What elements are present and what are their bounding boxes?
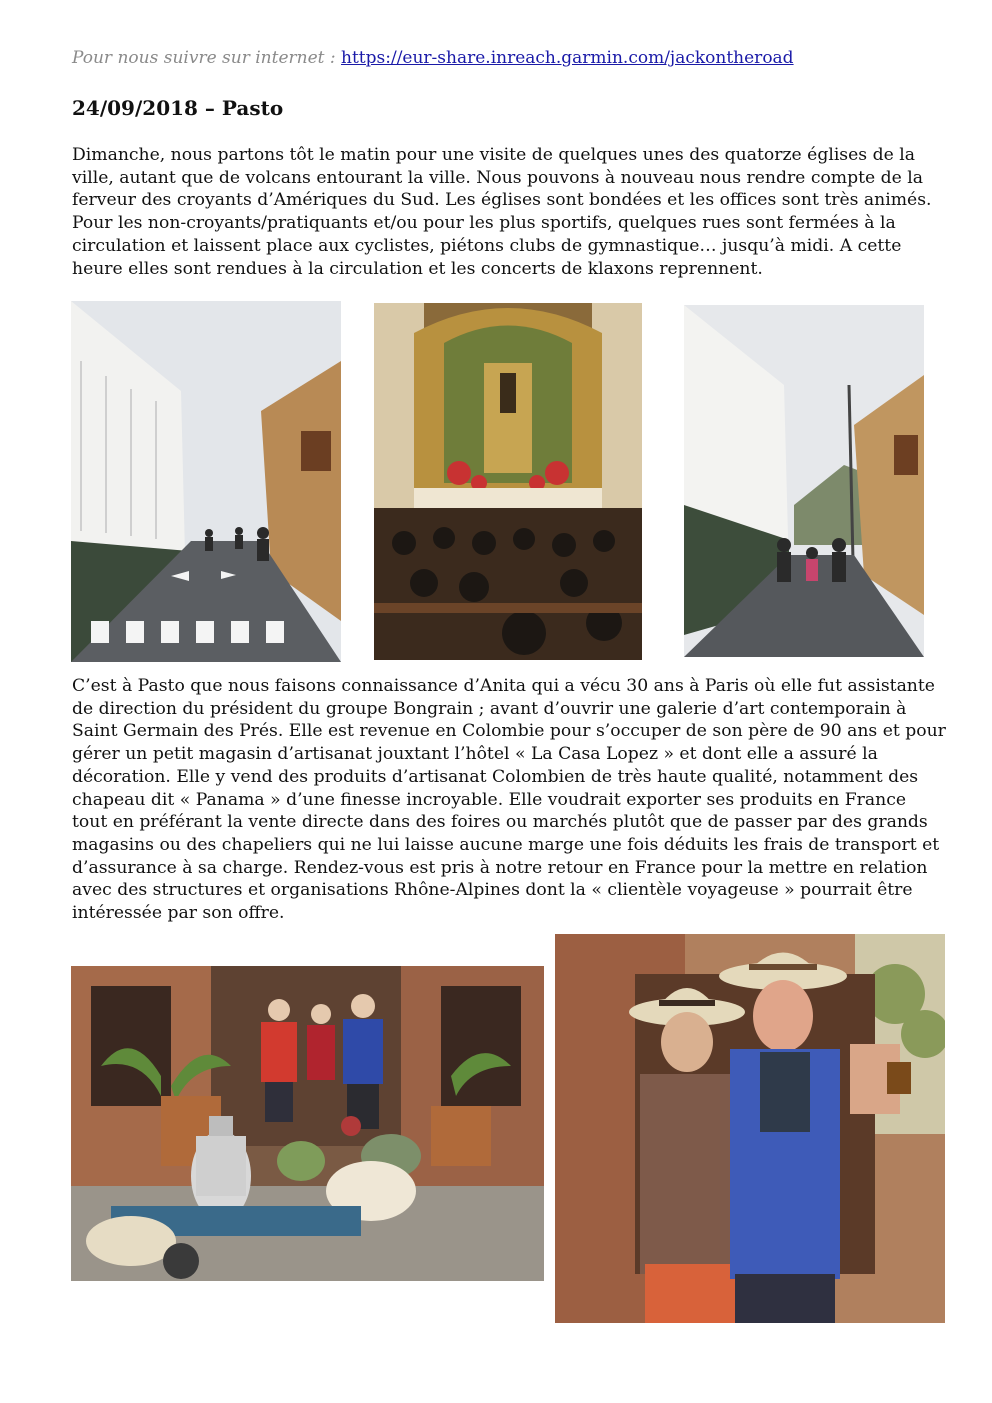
follow-header: [72, 48, 794, 68]
text-line: magasins ou des chapeliers qui ne lui laisse aucune marge une fois déduits les frais de transport et: [72, 834, 940, 855]
text-line: ville, autant que de volcans entourant la ville. Nous pouvons à nouveau nous rendre compte de la: [72, 167, 924, 188]
paragraph-churches: [72, 144, 952, 280]
entry-title: 24/09/2018 – Pasto: [72, 96, 284, 120]
text-line: intéressée par son offre.: [72, 903, 285, 924]
text-line: avec des structures et organisations Rhône-Alpines dont la « clientèle voyageuse » pourrait être: [72, 880, 913, 901]
text-line: heure elles sont rendues à la circulation et les concerts de klaxons reprennent.: [72, 258, 763, 279]
photo-street-family: [684, 305, 924, 657]
photo-church-interior: [374, 303, 642, 660]
tracking-link[interactable]: https://eur-share.inreach.garmin.com/jackontheroad: [341, 48, 794, 68]
text-line: chapeau dit « Panama » d’une finesse incroyable. Elle voudrait exporter ses produits en France: [72, 789, 907, 810]
text-line: d’assurance à sa charge. Rendez-vous est pris à notre retour en France pour la mettre en relation: [72, 857, 928, 878]
paragraph-anita: [72, 675, 952, 925]
text-line: ferveur des croyants d’Amériques du Sud. Les églises sont bondées et les offices sont très animés.: [72, 190, 932, 211]
text-line: Pour les non-croyants/pratiquants et/ou pour les plus sportifs, quelques rues sont fermées à la: [72, 213, 896, 234]
photo-courtyard-group: [71, 966, 544, 1281]
text-line: Dimanche, nous partons tôt le matin pour une visite de quelques unes des quatorze églises de la: [72, 145, 915, 165]
text-line: C’est à Pasto que nous faisons connaissance d’Anita qui a vécu 30 ans à Paris où elle fut assistante: [72, 676, 935, 696]
photo-street-cyclists: [71, 301, 341, 662]
text-line: gérer un petit magasin d’artisanat jouxtant l’hôtel « La Casa Lopez » et dont elle a assuré la: [72, 744, 878, 765]
text-line: de direction du président du groupe Bongrain ; avant d’ouvrir une galerie d’art contemporain à: [72, 698, 907, 719]
text-line: tout en préférant la vente directe dans des foires ou marchés plutôt que de passer par des grands: [72, 812, 928, 833]
text-line: circulation et laissent place aux cyclistes, piétons clubs de gymnastique… jusqu’à midi. A cette: [72, 235, 902, 256]
text-line: décoration. Elle y vend des produits d’artisanat Colombien de très haute qualité, notamment des: [72, 766, 919, 787]
text-line: Saint Germain des Prés. Elle est revenue en Colombie pour s’occuper de son père de 90 ans et pour: [72, 721, 946, 742]
follow-label: Pour nous suivre sur internet :: [72, 48, 336, 68]
photo-couple-panama-hats: [555, 934, 945, 1323]
